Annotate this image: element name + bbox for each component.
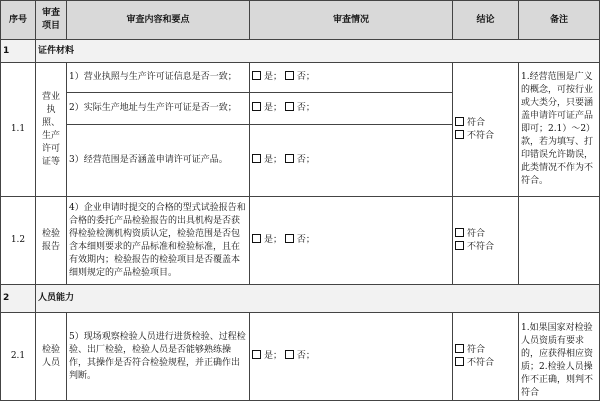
section-title: 证件材料 [36,40,600,63]
pass-checkbox[interactable] [455,344,464,353]
remark-cell [519,197,600,285]
yes-checkbox[interactable] [252,71,261,80]
yes-label: 是； [264,351,283,361]
no-checkbox[interactable] [285,154,294,163]
no-label: 否； [296,351,315,361]
row-item: 检验报告 [36,197,67,285]
table-row [1,63,600,93]
no-label: 否； [296,155,315,165]
row-item: 营业执照、生产许可证等 [36,63,67,197]
pass-label: 符合 [467,117,486,128]
row-no: 2.1 [1,313,36,401]
yes-label: 是； [264,72,283,82]
row-no: 1.2 [1,197,36,285]
no-checkbox[interactable] [285,350,294,359]
yes-label: 是； [264,155,283,165]
review-point: 1）营业执照与生产许可证信息是否一致； [67,63,250,93]
no-checkbox[interactable] [285,102,294,111]
no-checkbox[interactable] [285,234,294,243]
conclusion-cell [453,197,519,285]
fail-checkbox[interactable] [455,241,464,250]
situation-cell [250,93,453,125]
situation-cell [250,197,453,285]
header-conclusion: 结论 [453,1,519,40]
fail-checkbox[interactable] [455,357,464,366]
conclusion-cell [453,63,519,197]
yes-checkbox[interactable] [252,350,261,359]
section-no: 2 [1,285,36,313]
header-remarks: 备注 [519,1,600,40]
remark-cell: 1.经营范围是广义的概念，可按行业或大类分，只要涵盖申请许可证产品即可；2.1）～2）款，若为填写、打印错误允许勘误，此类情况不作为不符合。 [519,63,600,197]
row-item: 检验人员 [36,313,67,401]
section-row-2 [1,285,600,313]
pass-label: 符合 [467,344,486,355]
yes-label: 是； [264,103,283,113]
section-row-1 [1,40,600,63]
fail-label: 不符合 [467,357,495,368]
fail-label: 不符合 [467,241,495,252]
fail-label: 不符合 [467,130,495,141]
situation-cell [250,63,453,93]
header-row [1,1,600,40]
table-row [1,197,600,285]
no-label: 否； [296,103,315,113]
yes-checkbox[interactable] [252,102,261,111]
yes-label: 是； [264,235,283,245]
table-row [1,313,600,401]
situation-cell [250,313,453,401]
no-checkbox[interactable] [285,71,294,80]
header-situation: 审查情况 [250,1,453,40]
pass-checkbox[interactable] [455,117,464,126]
section-no: 1 [1,40,36,63]
no-label: 否； [296,72,315,82]
section-title: 人员能力 [36,285,600,313]
yes-checkbox[interactable] [252,154,261,163]
conclusion-cell [453,313,519,401]
no-label: 否； [296,235,315,245]
review-point: 4）企业申请时提交的合格的型式试验报告和合格的委托产品检验报告的出具机构是否获得检验检测机构资质认定，检验范围是否包含本细则要求的产品标准和检验标准，且在有效期内；检验报告的检验项目是否覆盖本细则规定的产品检验项目。 [67,197,250,285]
fail-checkbox[interactable] [455,130,464,139]
header-no: 序号 [1,1,36,40]
review-point: 5）现场观察检验人员进行进货检验、过程检验、出厂检验，检验人员是否能够熟练操作，其操作是否符合检验规程，并正确作出判断。 [67,313,250,401]
header-item: 审查项目 [36,1,67,40]
pass-label: 符合 [467,228,486,239]
review-point: 2）实际生产地址与生产许可证是否一致； [67,93,250,125]
remark-cell: 1.如果国家对检验人员资质有要求的，应获得相应资质；2.检验人员操作不正确，则判不符合 [519,313,600,401]
review-point: 3）经营范围是否涵盖申请许可证产品。 [67,125,250,197]
yes-checkbox[interactable] [252,234,261,243]
header-content: 审查内容和要点 [67,1,250,40]
pass-checkbox[interactable] [455,228,464,237]
situation-cell [250,125,453,197]
row-no: 1.1 [1,63,36,197]
